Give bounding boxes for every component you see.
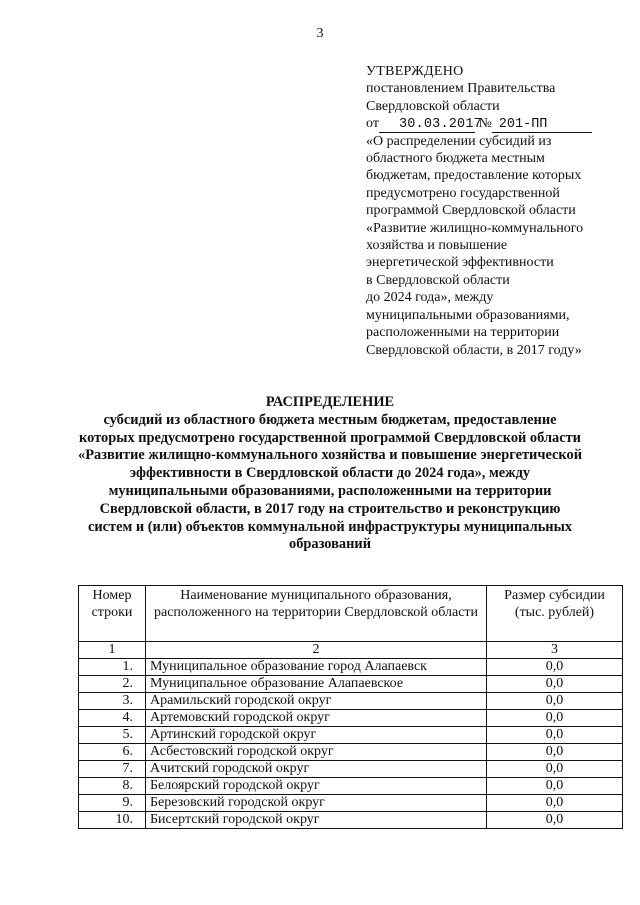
municipality-name: Березовский городской округ (146, 795, 487, 812)
table-row (79, 761, 623, 778)
subsidy-value: 0,0 (487, 693, 623, 710)
row-number: 5. (79, 727, 146, 744)
header-subsidy-amount: Размер субсидии (тыс. рублей) (487, 586, 623, 642)
subsidy-value: 0,0 (487, 761, 623, 778)
approval-line: Свердловской области, в 2017 году» (366, 342, 582, 358)
approval-line: расположенными на территории (366, 325, 560, 341)
heading-line: субсидий из областного бюджета местным бюджетам, предоставление (103, 411, 557, 428)
heading-line: образований (289, 536, 371, 553)
header-row-number: Номер строки (79, 586, 146, 642)
column-index: 1 (79, 642, 146, 659)
table-header-row (79, 586, 623, 642)
table-row (79, 693, 623, 710)
table-row (79, 727, 623, 744)
number-prefix: № (478, 116, 492, 132)
row-number: 8. (79, 778, 146, 795)
heading-line: «Развитие жилищно-коммунального хозяйства и повышение энергетической (78, 447, 582, 464)
approval-line: в Свердловской области (366, 272, 510, 288)
date-value: 30.03.2017 (398, 116, 482, 132)
municipality-name: Артинский городской округ (146, 727, 487, 744)
approval-line: муниципальными образованиями, (366, 307, 570, 323)
row-number: 1. (79, 659, 146, 676)
approval-title: УТВЕРЖДЕНО (366, 64, 464, 79)
table-row (79, 744, 623, 761)
heading-line: эффективности в Свердловской области до 2024 года», между (129, 465, 531, 482)
heading-title: РАСПРЕДЕЛЕНИЕ (265, 394, 395, 410)
municipality-name: Арамильский городской округ (146, 693, 487, 710)
number-value: 201-ПП (498, 116, 548, 132)
table-row (79, 812, 623, 829)
header-municipality: Наименование муниципального образования, расположенного на территории Свердловской области (146, 586, 487, 642)
approval-line: областного бюджета местным (366, 151, 545, 167)
number-field (492, 117, 592, 133)
municipality-name: Ачитский городской округ (146, 761, 487, 778)
municipality-name: Бисертский городской округ (146, 812, 487, 829)
approval-line: программой Свердловской области (366, 203, 576, 219)
subsidy-value: 0,0 (487, 744, 623, 761)
row-number: 3. (79, 693, 146, 710)
subsidy-value: 0,0 (487, 778, 623, 795)
row-number: 4. (79, 710, 146, 727)
row-number: 2. (79, 676, 146, 693)
subsidy-table (78, 585, 623, 829)
approval-line: «О распределении субсидий из (366, 133, 552, 149)
date-prefix: от (366, 116, 379, 132)
row-number: 9. (79, 795, 146, 812)
heading-line: которых предусмотрено государственной программой Свердловской области (79, 429, 581, 446)
table-row (79, 795, 623, 812)
approval-line: до 2024 года», между (366, 290, 494, 306)
approval-line: энергетической эффективности (366, 255, 554, 271)
subsidy-value: 0,0 (487, 676, 623, 693)
subsidy-value: 0,0 (487, 727, 623, 744)
page-number: 3 (316, 26, 324, 41)
subsidy-value: 0,0 (487, 812, 623, 829)
heading-line: систем и (или) объектов коммунальной инфраструктуры муниципальных (87, 518, 573, 535)
heading-line: муниципальными образованиями, расположенными на территории (108, 482, 552, 499)
subsidy-value: 0,0 (487, 795, 623, 812)
municipality-name: Муниципальное образование Алапаевское (146, 676, 487, 693)
approval-line: постановлением Правительства (366, 81, 556, 97)
row-number: 6. (79, 744, 146, 761)
municipality-name: Белоярский городской округ (146, 778, 487, 795)
row-number: 7. (79, 761, 146, 778)
table-row (79, 659, 623, 676)
approval-line: хозяйства и повышение (366, 238, 508, 254)
approval-line: предусмотрено государственной (366, 185, 560, 201)
approval-date-row (366, 115, 628, 132)
municipality-name: Артемовский городской округ (146, 710, 487, 727)
municipality-name: Асбестовский городской округ (146, 744, 487, 761)
document-heading (60, 394, 600, 554)
column-index: 2 (146, 642, 487, 659)
table-row (79, 778, 623, 795)
approval-block (366, 63, 628, 359)
subsidy-value: 0,0 (487, 710, 623, 727)
table-row (79, 710, 623, 727)
municipality-name: Муниципальное образование город Алапаевск (146, 659, 487, 676)
row-number: 10. (79, 812, 146, 829)
approval-line: бюджетам, предоставление которых (366, 168, 582, 184)
heading-line: Свердловской области, в 2017 году на строительство и реконструкцию (99, 500, 561, 517)
subsidy-value: 0,0 (487, 659, 623, 676)
table-row (79, 676, 623, 693)
column-index: 3 (487, 642, 623, 659)
approval-line: Свердловской области (366, 98, 500, 114)
date-field (379, 116, 482, 133)
column-index-row (79, 642, 623, 659)
approval-line: «Развитие жилищно-коммунального (366, 220, 584, 236)
